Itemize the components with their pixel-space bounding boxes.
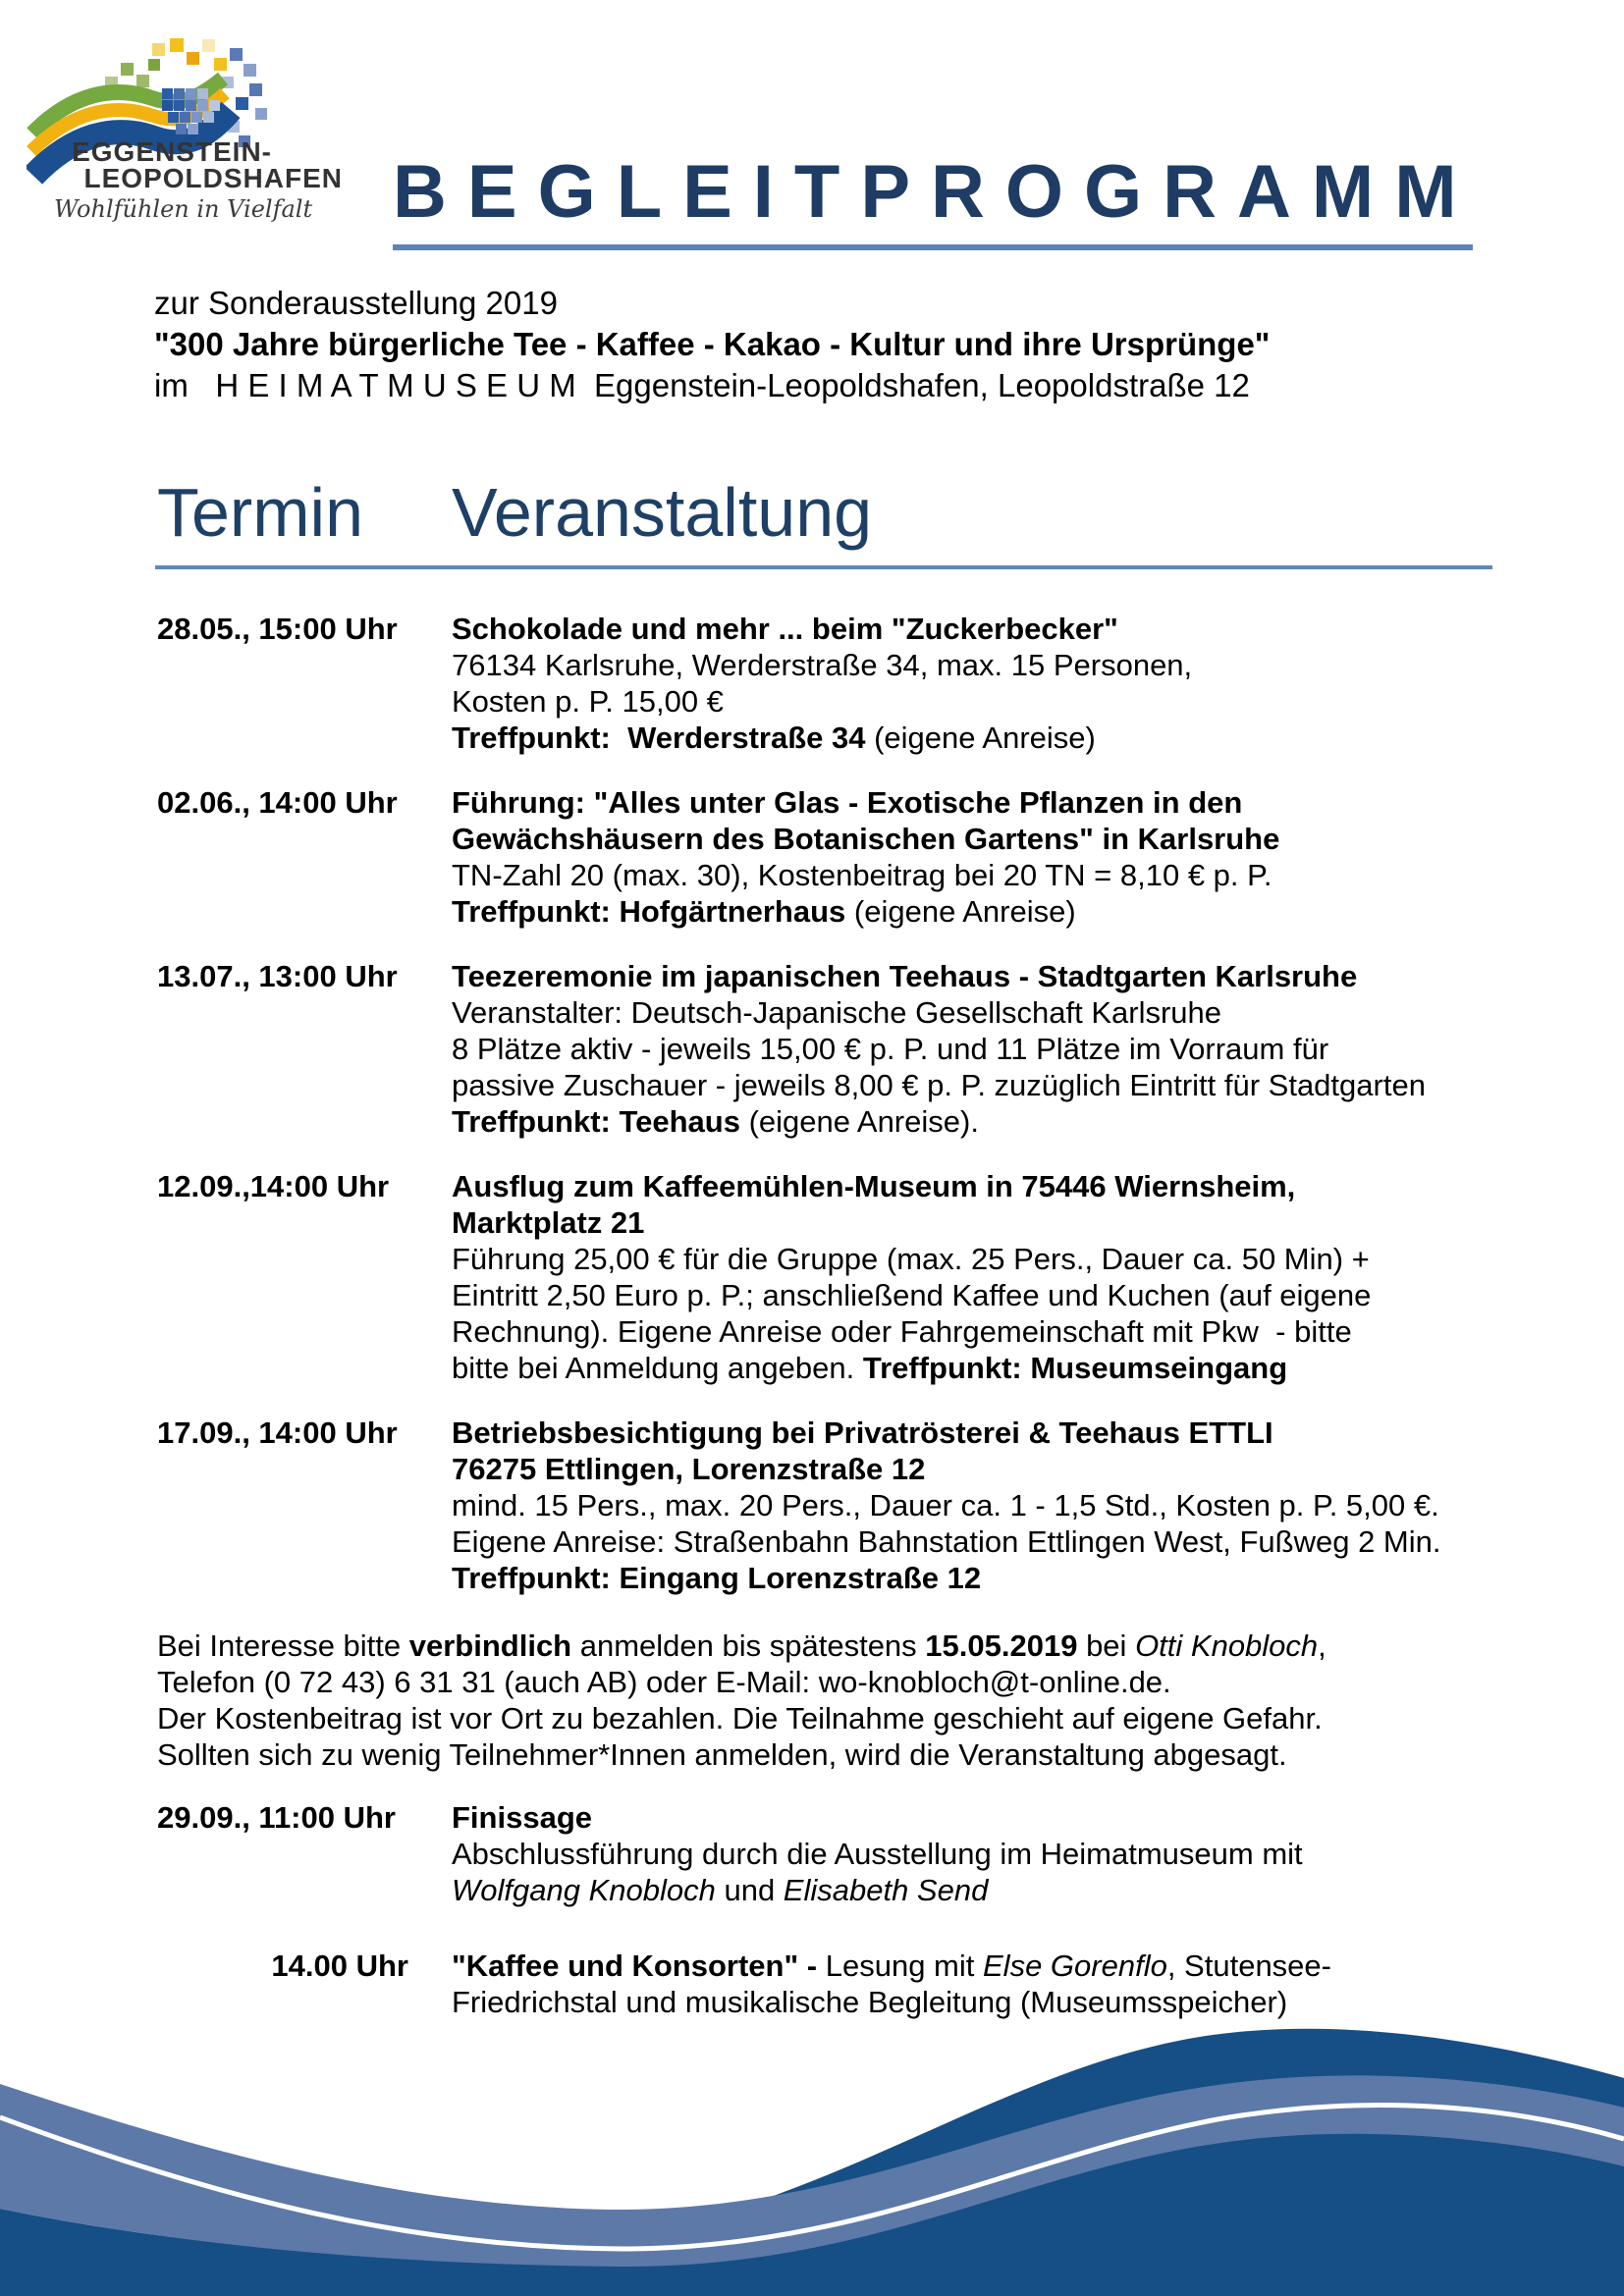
schedule-heading [157,474,873,551]
text-line: "300 Jahre bürgerliche Tee - Kaffee - Kakao - Kultur und ihre Ursprünge" [154,326,1271,362]
text-line: Führung 25,00 € für die Gruppe (max. 25 Pers., Dauer ca. 50 Min) + [452,1242,1370,1276]
text-line: Teezeremonie im japanischen Teehaus - Stadtgarten Karlsruhe [452,959,1358,993]
registration-note [157,1628,1473,1773]
text-line: Bei Interesse bitte verbindlich anmelden bis spätestens 15.05.2019 bei Otti Knobloch, [157,1629,1326,1663]
text-line: Sollten sich zu wenig Teilnehmer*Innen anmelden, wird die Veranstaltung abgesagt. [157,1737,1287,1772]
text-line: Finissage [452,1800,592,1835]
text-line: Veranstalter: Deutsch-Japanische Gesellschaft Karlsruhe [452,995,1222,1030]
event-date: 12.09.,14:00 Uhr [157,1169,390,1203]
heading-veranstaltung: Veranstaltung [452,474,873,551]
text-line: Treffpunkt: Hofgärtnerhaus (eigene Anreise) [452,894,1076,929]
text-line: Betriebsbesichtigung bei Privatrösterei & Teehaus ETTLI [452,1415,1273,1450]
text-line: 76275 Ettlingen, Lorenzstraße 12 [452,1452,926,1486]
text-line: Friedrichstal und musikalische Begleitung (Museumsspeicher) [452,1985,1288,2019]
text-line: Treffpunkt: Teehaus (eigene Anreise). [452,1104,979,1139]
event-description [452,1168,1473,1386]
text-line: "Kaffee und Konsorten" - Lesung mit Else Gorenflo, Stutensee- [452,1949,1331,1983]
text-line: 76134 Karlsruhe, Werderstraße 34, max. 15 Personen, [452,648,1193,682]
event-date: 17.09., 14:00 Uhr [157,1415,398,1450]
text-line: Der Kostenbeitrag ist vor Ort zu bezahlen. Die Teilnahme geschieht auf eigene Gefahr. [157,1701,1323,1735]
schedule-top [157,611,1473,1596]
text-line: Treffpunkt: Eingang Lorenzstraße 12 [452,1561,982,1595]
event-row [157,958,1473,1140]
event-row [157,1168,1473,1386]
text-line: Schokolade und mehr ... beim "Zuckerbecker" [452,612,1118,646]
text-line: Eigene Anreise: Straßenbahn Bahnstation Ettlingen West, Fußweg 2 Min. [452,1524,1441,1559]
logo-name-line2: LEOPOLDSHAFEN [83,163,343,193]
footer-wave-graphic [0,2002,1624,2296]
text-line: mind. 15 Pers., max. 20 Pers., Dauer ca. 1 - 1,5 Std., Kosten p. P. 5,00 €. [452,1488,1439,1522]
text-line: zur Sonderausstellung 2019 [154,285,558,321]
text-line: bitte bei Anmeldung angeben. Treffpunkt: Museumseingang [452,1351,1288,1385]
text-line: Gewächshäusern des Botanischen Gartens" in Karlsruhe [452,822,1280,856]
text-line: Rechnung). Eigene Anreise oder Fahrgemeinschaft mit Pkw - bitte [452,1314,1352,1349]
heading-rule [155,565,1492,569]
event-date: 02.06., 14:00 Uhr [157,785,398,820]
text-line: Abschlussführung durch die Ausstellung im Heimatmuseum mit [452,1837,1303,1871]
intro-text [154,283,1270,406]
event-row [157,611,1473,756]
text-line: TN-Zahl 20 (max. 30), Kostenbeitrag bei 20 TN = 8,10 € p. P. [452,858,1272,892]
page-title: BEGLEITPROGRAMM [393,150,1478,234]
event-description [452,784,1473,930]
heading-termin: Termin [157,474,364,551]
event-description [452,611,1473,756]
municipality-logo [27,37,351,224]
text-line: Eintritt 2,50 Euro p. P.; anschließend Kaffee und Kuchen (auf eigene [452,1278,1372,1312]
text-line: 8 Plätze aktiv - jeweils 15,00 € p. P. und 11 Plätze im Vorraum für [452,1032,1329,1066]
logo-name-line1: EGGENSTEIN- [72,136,272,167]
text-line: Führung: "Alles unter Glas - Exotische Pflanzen in den [452,785,1243,820]
event-date: 29.09., 11:00 Uhr [157,1800,396,1835]
event-description [452,1415,1473,1596]
text-line: Kosten p. P. 15,00 € [452,684,724,719]
event-row [157,784,1473,930]
event-description [452,1799,1473,1908]
schedule-content [157,611,1473,2049]
logo-tagline: Wohlfühlen in Vielfalt [54,195,313,223]
event-row [157,1415,1473,1596]
text-line: Treffpunkt: Werderstraße 34 (eigene Anreise) [452,721,1096,755]
schedule-bottom [157,1799,1473,2020]
event-date: 14.00 Uhr [271,1949,408,1983]
text-line: Wolfgang Knobloch und Elisabeth Send [452,1873,989,1907]
event-date: 28.05., 15:00 Uhr [157,612,398,646]
text-line: Marktplatz 21 [452,1205,645,1240]
title-rule [393,244,1473,250]
text-line: Ausflug zum Kaffeemühlen-Museum in 75446 Wiernsheim, [452,1169,1296,1203]
event-description [452,958,1473,1140]
text-line: passive Zuschauer - jeweils 8,00 € p. P. zuzüglich Eintritt für Stadtgarten [452,1068,1426,1102]
event-row [157,1799,1473,1908]
event-date: 13.07., 13:00 Uhr [157,959,398,993]
text-line: im H E I M A T M U S E U M Eggenstein-Leopoldshafen, Leopoldstraße 12 [154,367,1250,403]
text-line: Telefon (0 72 43) 6 31 31 (auch AB) oder E-Mail: wo-knobloch@t-online.de. [157,1665,1171,1699]
